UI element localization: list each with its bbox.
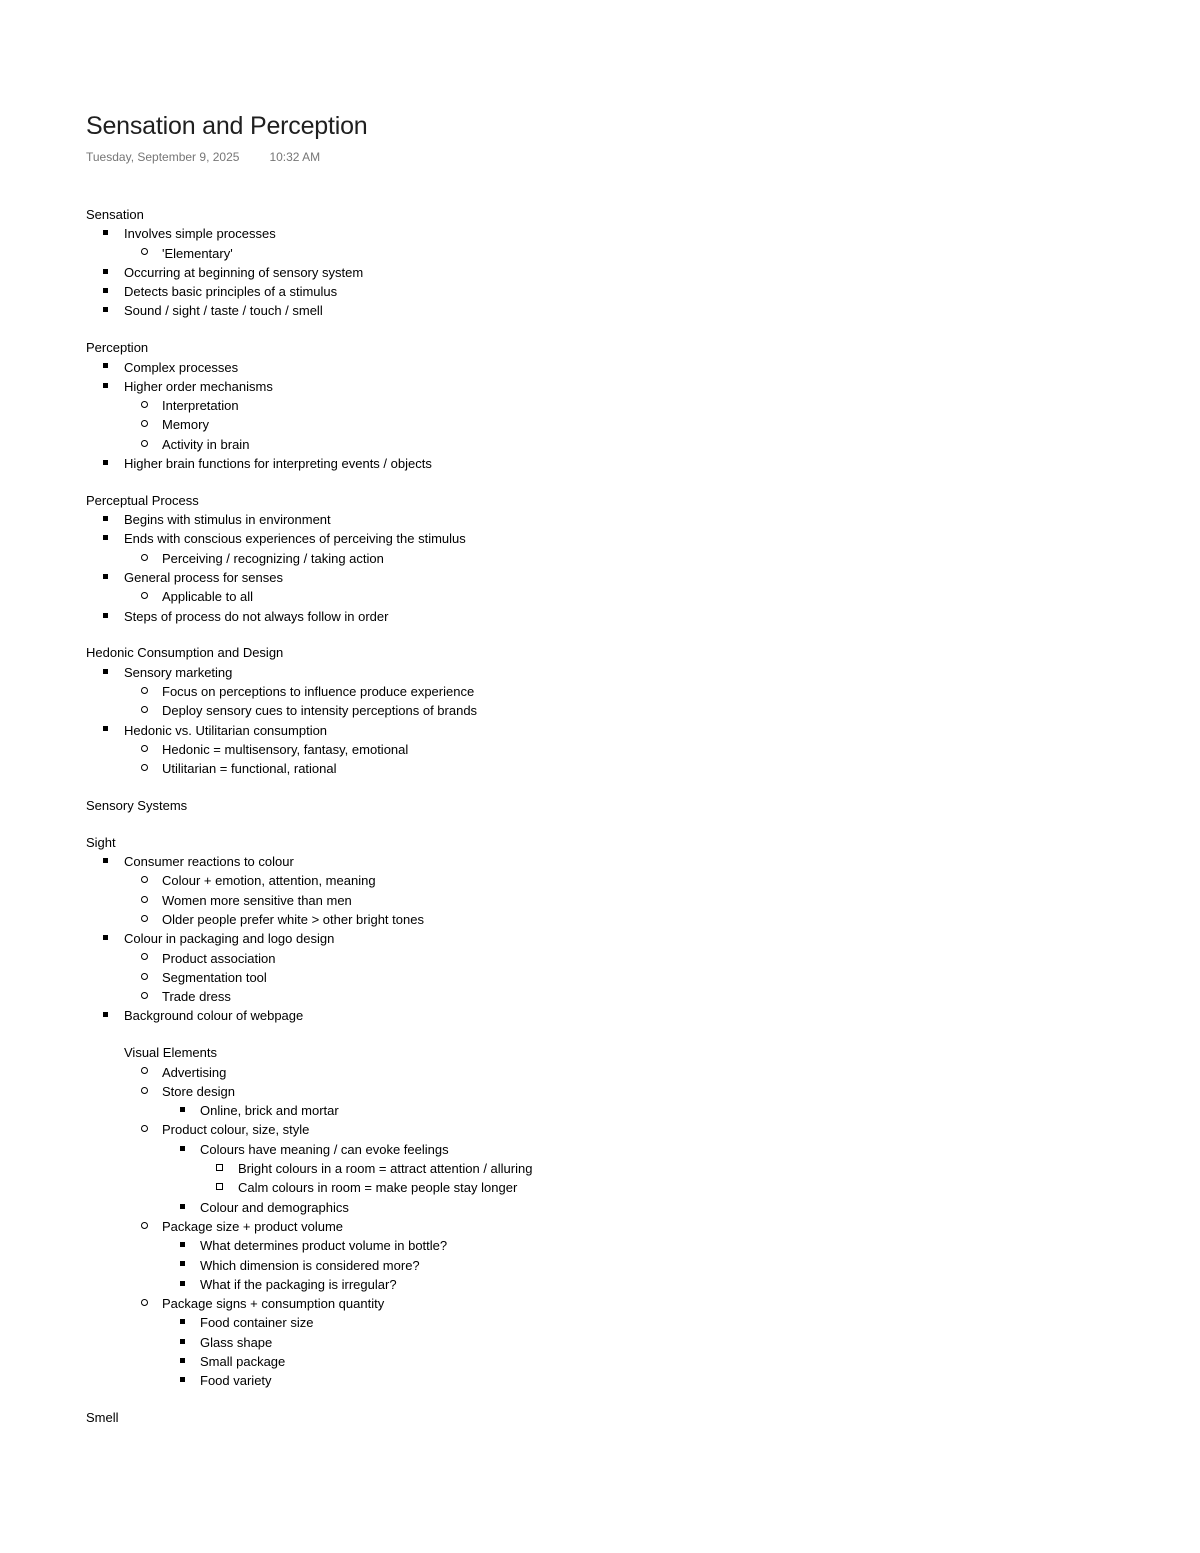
list-item-text: Glass shape bbox=[200, 1334, 273, 1350]
list-item bbox=[86, 587, 1146, 606]
section-heading: Hedonic Consumption and Design bbox=[86, 645, 284, 661]
circle-bullet-icon bbox=[139, 396, 149, 415]
square-bullet-icon bbox=[100, 529, 110, 548]
outline-section bbox=[86, 1408, 1146, 1427]
square-bullet-icon bbox=[177, 1198, 187, 1217]
list-item-text: Food variety bbox=[200, 1373, 272, 1389]
list-item bbox=[86, 568, 1146, 587]
list-item bbox=[86, 282, 1146, 301]
list-item-text: Interpretation bbox=[162, 398, 239, 414]
list-item-text: Ends with conscious experiences of perceiving the stimulus bbox=[124, 531, 466, 547]
list-item-text: What if the packaging is irregular? bbox=[200, 1276, 397, 1292]
list-item-text: Higher order mechanisms bbox=[124, 378, 273, 394]
list-item bbox=[86, 607, 1146, 626]
list-item-text: Complex processes bbox=[124, 359, 239, 375]
list-item bbox=[86, 549, 1146, 568]
square-bullet-icon bbox=[100, 852, 110, 871]
list-item-text: Online, brick and mortar bbox=[200, 1103, 339, 1119]
list-item-text: Detects basic principles of a stimulus bbox=[124, 284, 338, 300]
list-item-text: Applicable to all bbox=[162, 589, 254, 605]
list-item bbox=[86, 1236, 1146, 1255]
list-item bbox=[86, 435, 1146, 454]
section-spacer bbox=[86, 779, 1146, 797]
square-bullet-icon bbox=[100, 510, 110, 529]
list-item-text: Which dimension is considered more? bbox=[200, 1257, 420, 1273]
list-item-text: Sensory marketing bbox=[124, 664, 233, 680]
list-item-text: Steps of process do not always follow in order bbox=[124, 608, 389, 624]
circle-bullet-icon bbox=[139, 549, 149, 568]
square-bullet-icon bbox=[177, 1140, 187, 1159]
section-heading: Sight bbox=[86, 834, 116, 850]
list-item-text: Product association bbox=[162, 950, 276, 966]
circle-bullet-icon bbox=[139, 435, 149, 454]
circle-bullet-icon bbox=[139, 682, 149, 701]
list-item-text: Hedonic = multisensory, fantasy, emotional bbox=[162, 741, 409, 757]
list-item bbox=[86, 244, 1146, 263]
list-item bbox=[86, 663, 1146, 682]
circle-bullet-icon bbox=[139, 740, 149, 759]
square-bullet-icon bbox=[100, 263, 110, 282]
hollow-square-bullet-icon bbox=[214, 1178, 224, 1197]
outline-section bbox=[86, 643, 1146, 778]
section-heading: Sensory Systems bbox=[86, 798, 188, 814]
square-bullet-icon bbox=[177, 1256, 187, 1275]
list-item-text: Product colour, size, style bbox=[162, 1122, 310, 1138]
list-item-text: Advertising bbox=[162, 1064, 227, 1080]
outline-section bbox=[86, 338, 1146, 473]
list-item-text: Women more sensitive than men bbox=[162, 892, 352, 908]
list-item-text: Colour in packaging and logo design bbox=[124, 931, 335, 947]
list-item bbox=[86, 1101, 1146, 1120]
list-item-text: Involves simple processes bbox=[124, 226, 276, 242]
circle-bullet-icon bbox=[139, 968, 149, 987]
list-item-text: Background colour of webpage bbox=[124, 1008, 304, 1024]
note-time: 10:32 AM bbox=[269, 150, 321, 164]
list-item bbox=[86, 224, 1146, 243]
list-item bbox=[86, 1063, 1146, 1082]
note-body bbox=[86, 167, 1146, 1427]
list-item-text: Utilitarian = functional, rational bbox=[162, 761, 337, 777]
list-item bbox=[86, 1352, 1146, 1371]
square-bullet-icon bbox=[100, 663, 110, 682]
square-bullet-icon bbox=[100, 301, 110, 320]
list-item bbox=[86, 454, 1146, 473]
list-item bbox=[86, 510, 1146, 529]
list-item bbox=[86, 377, 1146, 396]
section-spacer bbox=[86, 815, 1146, 833]
list-item-text: Focus on perceptions to influence produce experience bbox=[162, 684, 475, 700]
list-item-text: Bright colours in a room = attract attention / alluring bbox=[238, 1161, 533, 1177]
square-bullet-icon bbox=[100, 377, 110, 396]
circle-bullet-icon bbox=[139, 871, 149, 890]
square-bullet-icon bbox=[100, 454, 110, 473]
list-item bbox=[86, 358, 1146, 377]
square-bullet-icon bbox=[100, 1006, 110, 1025]
list-item bbox=[86, 1082, 1146, 1101]
square-bullet-icon bbox=[177, 1371, 187, 1390]
section-heading: Perception bbox=[86, 340, 149, 356]
section-spacer bbox=[86, 1391, 1146, 1409]
list-item bbox=[86, 968, 1146, 987]
circle-bullet-icon bbox=[139, 987, 149, 1006]
square-bullet-icon bbox=[100, 358, 110, 377]
square-bullet-icon bbox=[100, 929, 110, 948]
list-item-text: Colour + emotion, attention, meaning bbox=[162, 873, 376, 889]
circle-bullet-icon bbox=[139, 1294, 149, 1313]
circle-bullet-icon bbox=[139, 244, 149, 263]
circle-bullet-icon bbox=[139, 891, 149, 910]
list-item-text: Consumer reactions to colour bbox=[124, 854, 294, 870]
list-item bbox=[86, 721, 1146, 740]
square-bullet-icon bbox=[177, 1313, 187, 1332]
list-item bbox=[86, 1294, 1146, 1313]
list-item bbox=[86, 1275, 1146, 1294]
list-item bbox=[86, 1198, 1146, 1217]
outline-section bbox=[86, 1043, 1146, 1390]
list-item bbox=[86, 987, 1146, 1006]
circle-bullet-icon bbox=[139, 701, 149, 720]
square-bullet-icon bbox=[100, 607, 110, 626]
outline-section bbox=[86, 833, 1146, 1026]
list-item-text: Memory bbox=[162, 417, 209, 433]
list-item-text: Calm colours in room = make people stay longer bbox=[238, 1180, 518, 1196]
list-item-text: Occurring at beginning of sensory system bbox=[124, 264, 364, 280]
square-bullet-icon bbox=[177, 1352, 187, 1371]
list-item bbox=[86, 396, 1146, 415]
list-item-text: Colours have meaning / can evoke feelings bbox=[200, 1141, 449, 1157]
outline-section bbox=[86, 796, 1146, 815]
square-bullet-icon bbox=[100, 224, 110, 243]
section-heading: Perceptual Process bbox=[86, 492, 199, 508]
list-item bbox=[86, 759, 1146, 778]
square-bullet-icon bbox=[100, 282, 110, 301]
list-item bbox=[86, 1140, 1146, 1159]
list-item-text: Sound / sight / taste / touch / smell bbox=[124, 303, 323, 319]
circle-bullet-icon bbox=[139, 1217, 149, 1236]
list-item bbox=[86, 929, 1146, 948]
circle-bullet-icon bbox=[139, 759, 149, 778]
list-item-text: Deploy sensory cues to intensity perceptions of brands bbox=[162, 703, 478, 719]
circle-bullet-icon bbox=[139, 1120, 149, 1139]
hollow-square-bullet-icon bbox=[214, 1159, 224, 1178]
list-item-text: Store design bbox=[162, 1083, 235, 1099]
circle-bullet-icon bbox=[139, 1063, 149, 1082]
section-heading: Smell bbox=[86, 1410, 119, 1426]
circle-bullet-icon bbox=[139, 949, 149, 968]
list-item-text: Trade dress bbox=[162, 989, 231, 1005]
section-heading: Visual Elements bbox=[124, 1045, 217, 1061]
list-item bbox=[86, 1333, 1146, 1352]
square-bullet-icon bbox=[177, 1101, 187, 1120]
list-item bbox=[86, 301, 1146, 320]
list-item-text: Small package bbox=[200, 1354, 286, 1370]
list-item-text: Segmentation tool bbox=[162, 969, 267, 985]
list-item bbox=[86, 701, 1146, 720]
list-item-text: Hedonic vs. Utilitarian consumption bbox=[124, 722, 328, 738]
note-page bbox=[86, 108, 1146, 1427]
list-item bbox=[86, 415, 1146, 434]
circle-bullet-icon bbox=[139, 587, 149, 606]
list-item-text: Food container size bbox=[200, 1315, 314, 1331]
page-title: Sensation and Perception bbox=[86, 112, 368, 140]
square-bullet-icon bbox=[177, 1236, 187, 1255]
square-bullet-icon bbox=[177, 1333, 187, 1352]
list-item bbox=[86, 682, 1146, 701]
list-item-text: Package signs + consumption quantity bbox=[162, 1296, 385, 1312]
circle-bullet-icon bbox=[139, 1082, 149, 1101]
square-bullet-icon bbox=[100, 721, 110, 740]
list-item-text: 'Elementary' bbox=[162, 245, 233, 261]
list-item bbox=[86, 263, 1146, 282]
section-spacer bbox=[86, 626, 1146, 644]
list-item bbox=[86, 1371, 1146, 1390]
note-timestamp bbox=[86, 147, 1146, 167]
list-item bbox=[86, 1120, 1146, 1139]
section-spacer bbox=[86, 473, 1146, 491]
list-item-text: General process for senses bbox=[124, 570, 283, 586]
section-spacer bbox=[86, 167, 1146, 205]
list-item bbox=[86, 871, 1146, 890]
list-item-text: Package size + product volume bbox=[162, 1218, 344, 1234]
list-item bbox=[86, 949, 1146, 968]
square-bullet-icon bbox=[100, 568, 110, 587]
note-date: Tuesday, September 9, 2025 bbox=[86, 150, 240, 164]
circle-bullet-icon bbox=[139, 415, 149, 434]
circle-bullet-icon bbox=[139, 910, 149, 929]
list-item-text: Higher brain functions for interpreting events / objects bbox=[124, 456, 432, 472]
list-item-text: What determines product volume in bottle? bbox=[200, 1238, 448, 1254]
section-heading: Sensation bbox=[86, 207, 144, 222]
square-bullet-icon bbox=[177, 1275, 187, 1294]
outline-section bbox=[86, 205, 1146, 321]
list-item bbox=[86, 1313, 1146, 1332]
list-item bbox=[86, 1256, 1146, 1275]
list-item bbox=[86, 852, 1146, 871]
list-item bbox=[86, 1006, 1146, 1025]
list-item-text: Older people prefer white > other bright tones bbox=[162, 912, 424, 927]
list-item bbox=[86, 529, 1146, 548]
outline-section bbox=[86, 491, 1146, 626]
list-item bbox=[86, 740, 1146, 759]
list-item bbox=[86, 891, 1146, 910]
list-item bbox=[86, 1217, 1146, 1236]
list-item-text: Activity in brain bbox=[162, 436, 250, 452]
list-item bbox=[86, 910, 1146, 929]
list-item-text: Colour and demographics bbox=[200, 1199, 349, 1215]
list-item bbox=[86, 1159, 1146, 1178]
section-spacer bbox=[86, 1026, 1146, 1044]
list-item bbox=[86, 1178, 1146, 1197]
list-item-text: Begins with stimulus in environment bbox=[124, 512, 331, 528]
list-item-text: Perceiving / recognizing / taking action bbox=[162, 550, 384, 566]
section-spacer bbox=[86, 321, 1146, 339]
